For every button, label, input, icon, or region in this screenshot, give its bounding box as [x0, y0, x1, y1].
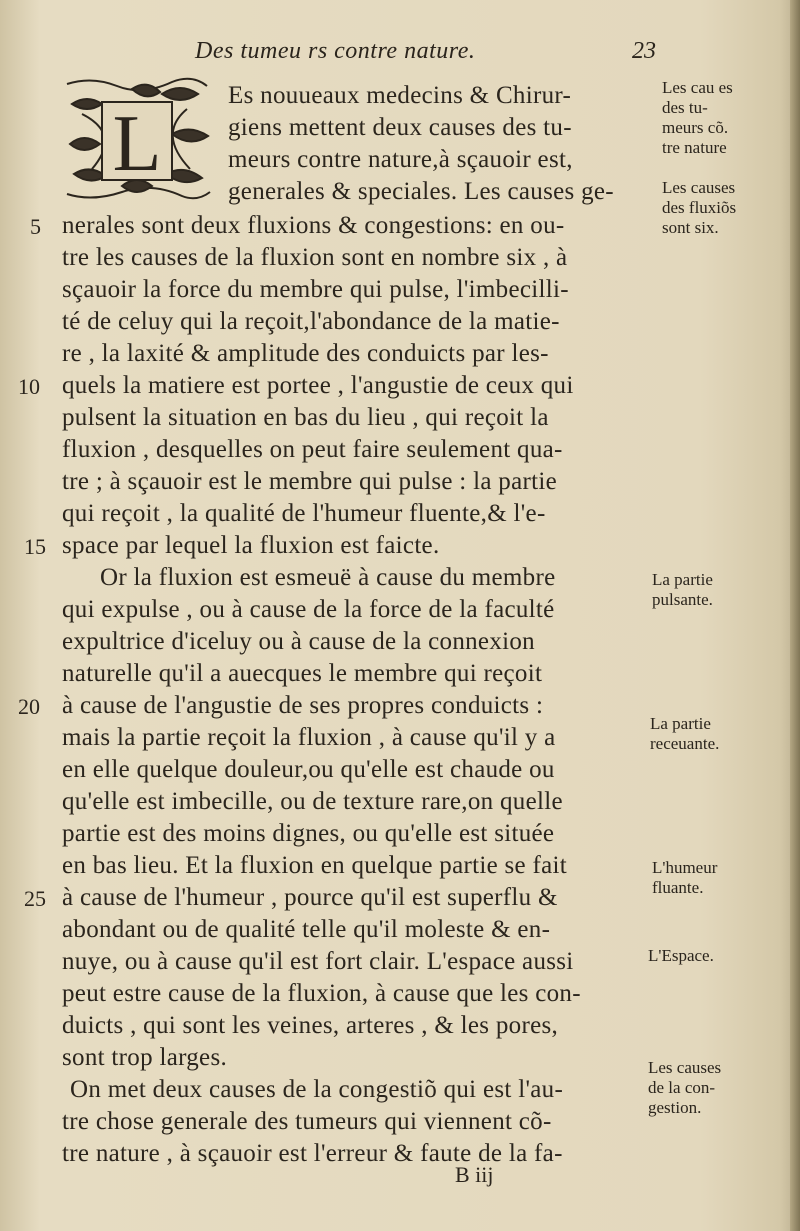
body-line: meurs contre nature,à sçauoir est, — [228, 146, 573, 173]
body-line: qui reçoit , la qualité de l'humeur fluente,& l'e- — [62, 500, 546, 527]
body-line: duicts , qui sont les veines, arteres , & les pores, — [62, 1012, 559, 1039]
body-line: sont trop larges. — [62, 1044, 228, 1071]
marginal-note: La partie pulsante. — [652, 570, 713, 609]
body-line: en elle quelque douleur,ou qu'elle est chaude ou — [62, 756, 555, 783]
line-number: 5 — [30, 214, 41, 239]
body-line: re , la laxité & amplitude des conduicts par les- — [62, 340, 549, 367]
body-line: generales & speciales. Les causes ge- — [228, 178, 614, 205]
body-line: en bas lieu. Et la fluxion en quelque partie se fait — [62, 852, 568, 879]
body-line: partie est des moins dignes, ou qu'elle est située — [62, 820, 555, 847]
body-line: tre ; à sçauoir est le membre qui pulse : la partie — [62, 468, 557, 495]
signature-mark: B iij — [455, 1162, 494, 1187]
line-number: 10 — [18, 374, 40, 399]
body-line: peut estre cause de la fluxion, à cause que les con- — [62, 980, 581, 1007]
body-line: space par lequel la fluxion est faicte. — [62, 532, 440, 559]
page-edge — [790, 0, 800, 1231]
body-line: qu'elle est imbecille, ou de texture rare,on quelle — [62, 788, 563, 815]
body-line: Or la fluxion est esmeuë à cause du membre — [100, 564, 556, 591]
body-line: té de celuy qui la reçoit,l'abondance de la matie- — [62, 308, 560, 335]
line-number: 15 — [24, 534, 46, 559]
marginal-note: La partie receuante. — [650, 714, 720, 753]
body-line: à cause de l'humeur , pource qu'il est superflu & — [62, 884, 558, 911]
marginal-note: Les causes des fluxiõs sont six. — [662, 178, 737, 237]
body-line: mais la partie reçoit la fluxion , à cause qu'il y a — [62, 724, 556, 751]
body-line: qui expulse , ou à cause de la force de la faculté — [62, 596, 555, 623]
running-title: Des tumeu rs contre nature. — [195, 38, 476, 64]
line-number: 20 — [18, 694, 40, 719]
body-line: tre nature , à sçauoir est l'erreur & faute de la fa- — [62, 1140, 563, 1167]
page-number: 23 — [632, 38, 656, 64]
body-line: On met deux causes de la congestiõ qui est l'au- — [70, 1076, 564, 1103]
body-line: tre chose generale des tumeurs qui viennent cõ- — [62, 1108, 552, 1135]
body-line: fluxion , desquelles on peut faire seulement qua- — [62, 436, 563, 463]
body-line: quels la matiere est portee , l'angustie de ceux qui — [62, 372, 574, 399]
body-line: nuye, ou à cause qu'il est fort clair. L'espace aussi — [62, 948, 574, 975]
body-line: nerales sont deux fluxions & congestions: en ou- — [62, 212, 565, 239]
initial-letter: L — [112, 100, 162, 188]
body-line: tre les causes de la fluxion sont en nombre six , à — [62, 244, 568, 271]
line-number: 25 — [24, 886, 46, 911]
body-line: expultrice d'iceluy ou à cause de la connexion — [62, 628, 535, 655]
body-line: abondant ou de qualité telle qu'il moleste & en- — [62, 916, 551, 943]
body-line: à cause de l'angustie de ses propres conduicts : — [62, 692, 544, 719]
foliage-initial-icon — [62, 74, 212, 204]
marginal-note: Les causes de la con- gestion. — [648, 1058, 722, 1117]
marginal-note: Les cau es des tu- meurs cõ. tre nature — [662, 78, 733, 157]
body-line: pulsent la situation en bas du lieu , qui reçoit la — [62, 404, 549, 431]
body-line: giens mettent deux causes des tu- — [228, 114, 572, 141]
marginal-note: L'humeur fluante. — [652, 858, 718, 897]
marginal-note: L'Espace. — [648, 946, 714, 965]
body-line: sçauoir la force du membre qui pulse, l'imbecilli- — [62, 276, 569, 303]
body-line: naturelle qu'il a auecques le membre qui reçoit — [62, 660, 543, 687]
body-line: Es nouueaux medecins & Chirur- — [228, 82, 572, 109]
